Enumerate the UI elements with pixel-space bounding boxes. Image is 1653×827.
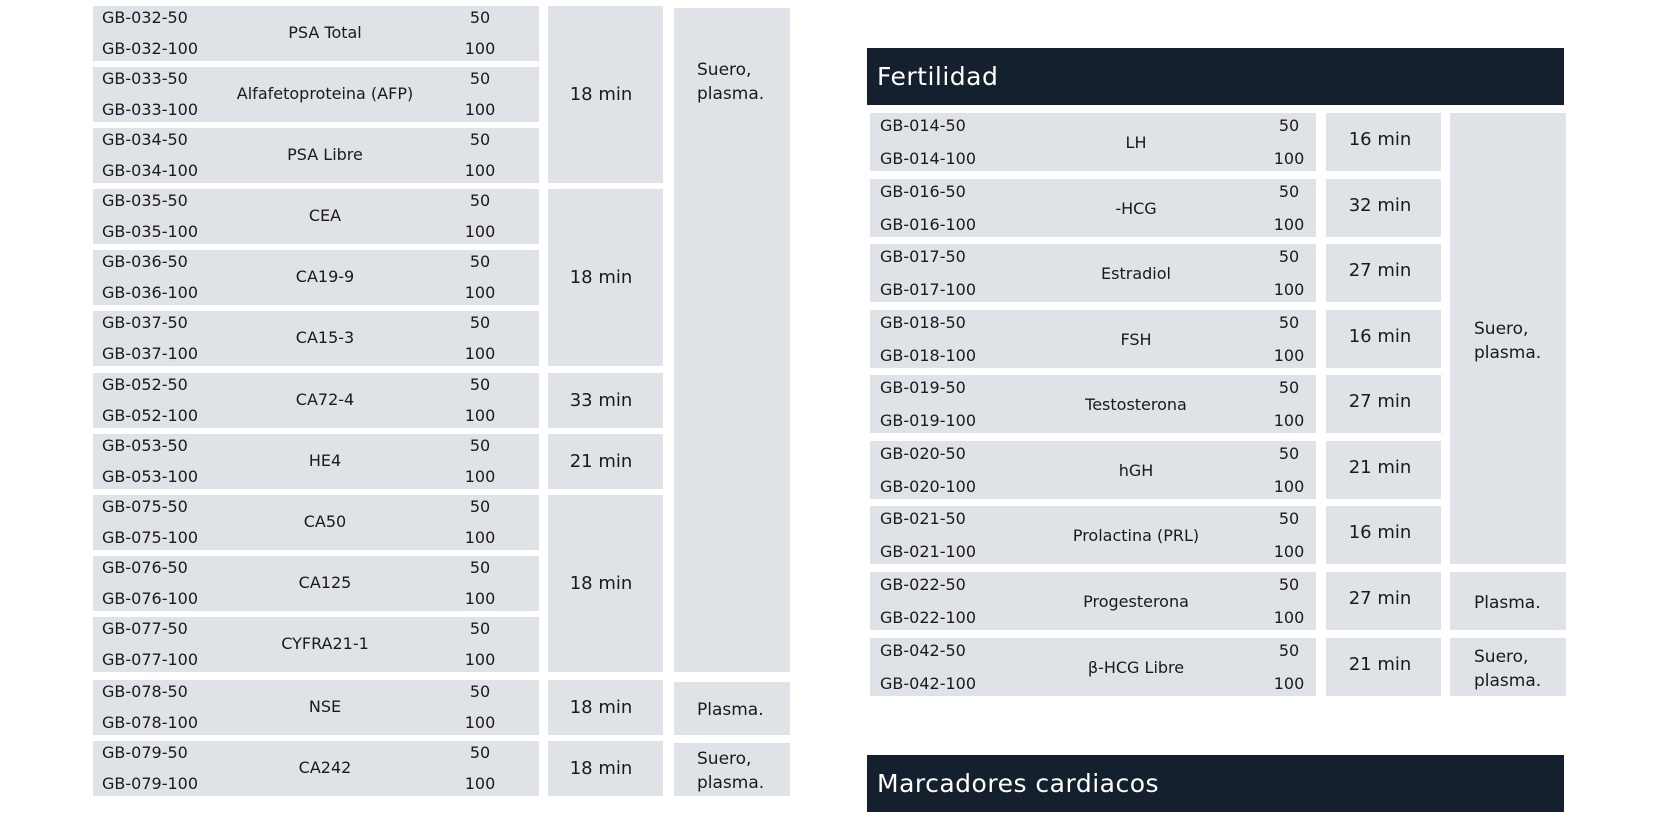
quantity-100: 100 [464,222,496,241]
product-name: LH [1125,133,1147,152]
quantity-100: 100 [464,344,496,363]
product-name: Testosterona [1085,395,1187,414]
quantity-50: 50 [469,313,491,332]
product-name: NSE [308,697,342,716]
product-name: CA15-3 [295,328,355,347]
product-code-100: GB-018-100 [880,346,976,365]
product-code-50: GB-042-50 [880,641,966,660]
quantity-100: 100 [1273,346,1305,365]
assay-time: 18 min [569,266,633,288]
product-code-100: GB-037-100 [102,344,198,363]
product-code-100: GB-021-100 [880,542,976,561]
quantity-50: 50 [469,558,491,577]
quantity-100: 100 [1273,149,1305,168]
quantity-50: 50 [469,497,491,516]
product-code-50: GB-036-50 [102,252,188,271]
product-code-50: GB-037-50 [102,313,188,332]
sample-type: Suero, plasma. [697,60,765,104]
product-code-100: GB-014-100 [880,149,976,168]
product-name: PSA Libre [287,145,363,164]
product-code-50: GB-019-50 [880,378,966,397]
product-name: CA19-9 [295,267,355,286]
assay-time: 27 min [1348,391,1412,412]
product-name: CA72-4 [295,390,355,409]
product-code-50: GB-076-50 [102,558,188,577]
fertilidad-title: Fertilidad [877,62,999,91]
quantity-100: 100 [464,589,496,608]
product-code-100: GB-032-100 [102,39,198,58]
quantity-100: 100 [464,406,496,425]
quantity-100: 100 [1273,411,1305,430]
quantity-100: 100 [1273,215,1305,234]
quantity-100: 100 [464,650,496,669]
quantity-100: 100 [1273,608,1305,627]
quantity-50: 50 [469,436,491,455]
quantity-100: 100 [1273,542,1305,561]
sample-type: Plasma. [1474,593,1541,613]
product-name: CA125 [298,573,352,592]
assay-time: 21 min [1348,457,1412,478]
quantity-50: 50 [1278,182,1300,201]
product-code-50: GB-032-50 [102,8,188,27]
quantity-100: 100 [464,528,496,547]
product-code-100: GB-017-100 [880,280,976,299]
quantity-100: 100 [464,283,496,302]
quantity-50: 50 [1278,378,1300,397]
product-code-50: GB-052-50 [102,375,188,394]
product-code-50: GB-079-50 [102,743,188,762]
cardiacos-header [867,755,1564,812]
product-code-50: GB-020-50 [880,444,966,463]
product-code-50: GB-022-50 [880,575,966,594]
assay-time: 16 min [1348,326,1412,347]
product-code-100: GB-053-100 [102,467,198,486]
product-name: Estradiol [1101,264,1171,283]
assay-time: 16 min [1348,522,1412,543]
quantity-50: 50 [469,130,491,149]
quantity-50: 50 [1278,247,1300,266]
product-name: HE4 [308,451,342,470]
product-code-100: GB-076-100 [102,589,198,608]
quantity-50: 50 [1278,641,1300,660]
product-code-100: GB-036-100 [102,283,198,302]
quantity-100: 100 [464,100,496,119]
product-code-100: GB-075-100 [102,528,198,547]
assay-time: 18 min [569,757,633,779]
product-code-50: GB-053-50 [102,436,188,455]
quantity-50: 50 [1278,509,1300,528]
quantity-50: 50 [469,682,491,701]
fertilidad-header [867,48,1564,105]
quantity-100: 100 [464,39,496,58]
product-code-50: GB-035-50 [102,191,188,210]
product-code-100: GB-078-100 [102,713,198,732]
product-code-100: GB-079-100 [102,774,198,793]
assay-time: 21 min [569,450,633,472]
product-name: hGH [1118,461,1154,480]
quantity-50: 50 [469,743,491,762]
product-name: β-HCG Libre [1087,658,1185,677]
quantity-50: 50 [469,252,491,271]
product-code-100: GB-035-100 [102,222,198,241]
product-name: -HCG [1115,199,1157,218]
assay-time: 21 min [1348,654,1412,675]
sample-type: Suero, plasma. [697,748,765,793]
quantity-50: 50 [1278,313,1300,332]
product-code-100: GB-022-100 [880,608,976,627]
product-name: Alfafetoproteina (AFP) [236,84,414,103]
product-code-100: GB-020-100 [880,477,976,496]
product-name: CA242 [298,758,352,777]
product-name: CYFRA21-1 [281,634,369,653]
product-code-100: GB-042-100 [880,674,976,693]
assay-time: 18 min [569,696,633,718]
product-code-50: GB-018-50 [880,313,966,332]
quantity-100: 100 [464,713,496,732]
product-code-50: GB-021-50 [880,509,966,528]
product-code-100: GB-077-100 [102,650,198,669]
product-name: Progesterona [1083,592,1189,611]
product-code-50: GB-014-50 [880,116,966,135]
quantity-100: 100 [464,161,496,180]
assay-time: 18 min [569,83,633,105]
assay-time: 32 min [1348,195,1412,216]
product-code-50: GB-033-50 [102,69,188,88]
assay-time: 18 min [569,572,633,594]
product-name: FSH [1120,330,1152,349]
sample-type: Suero, plasma. [1474,318,1542,363]
sample-type: Suero, plasma. [1474,647,1542,691]
product-code-50: GB-077-50 [102,619,188,638]
product-name: CA50 [303,512,347,531]
quantity-50: 50 [469,8,491,27]
quantity-100: 100 [1273,674,1305,693]
product-code-100: GB-019-100 [880,411,976,430]
product-code-100: GB-034-100 [102,161,198,180]
product-code-100: GB-052-100 [102,406,198,425]
quantity-50: 50 [469,619,491,638]
quantity-50: 50 [1278,116,1300,135]
product-code-50: GB-075-50 [102,497,188,516]
quantity-50: 50 [1278,444,1300,463]
quantity-100: 100 [1273,280,1305,299]
quantity-50: 50 [469,69,491,88]
quantity-50: 50 [1278,575,1300,594]
quantity-50: 50 [469,191,491,210]
sample-type: Plasma. [697,699,764,720]
product-name: CEA [308,206,342,225]
product-code-100: GB-033-100 [102,100,198,119]
product-code-50: GB-017-50 [880,247,966,266]
assay-time: 33 min [569,389,633,411]
quantity-100: 100 [464,467,496,486]
quantity-50: 50 [469,375,491,394]
product-code-50: GB-078-50 [102,682,188,701]
assay-time: 16 min [1348,129,1412,150]
quantity-100: 100 [464,774,496,793]
product-name: Prolactina (PRL) [1072,526,1200,545]
assay-time: 27 min [1348,588,1412,609]
product-code-50: GB-016-50 [880,182,966,201]
product-name: PSA Total [288,23,362,42]
product-code-50: GB-034-50 [102,130,188,149]
quantity-100: 100 [1273,477,1305,496]
sample-type-cell [674,8,790,672]
assay-time: 27 min [1348,260,1412,281]
cardiacos-title: Marcadores cardiacos [877,769,1160,798]
product-code-100: GB-016-100 [880,215,976,234]
